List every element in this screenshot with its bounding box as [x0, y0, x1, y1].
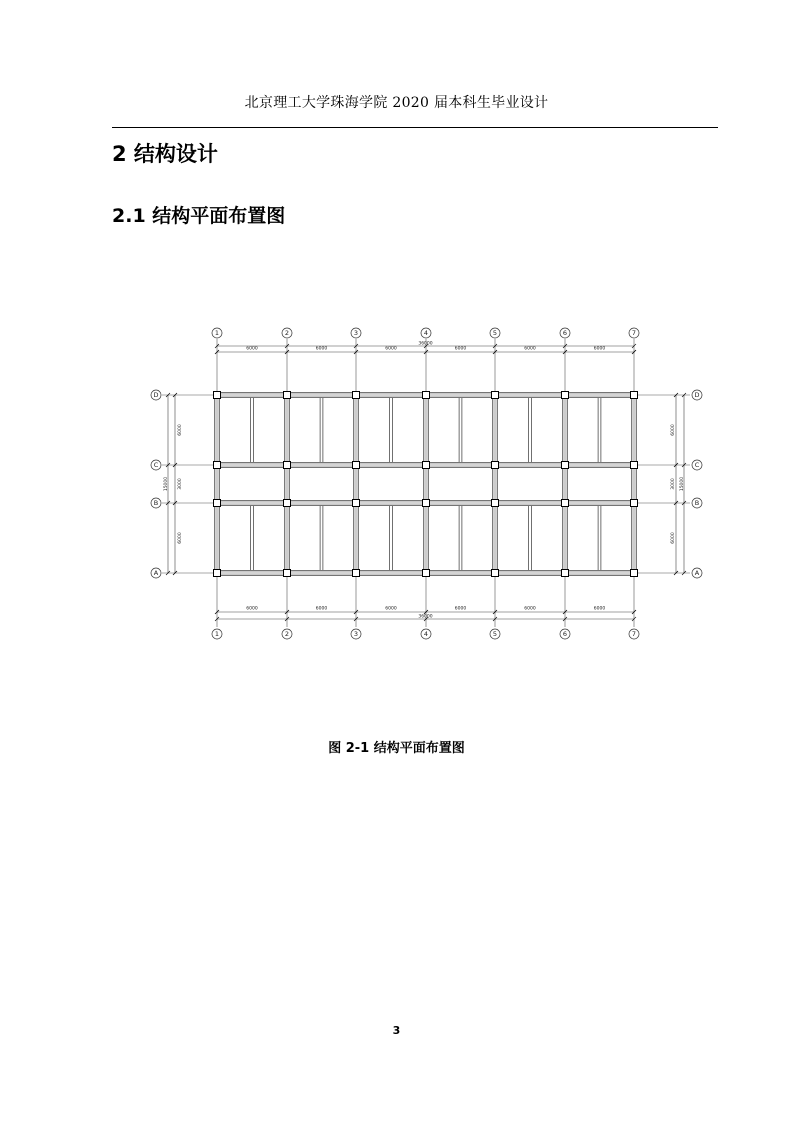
bottom-bay-label: 6000 — [593, 606, 606, 612]
axis-bubble-bottom-3-label: 3 — [353, 630, 359, 639]
axis-bubble-top-4-label: 4 — [423, 329, 429, 338]
column-3C — [353, 462, 360, 469]
top-bay-label: 6000 — [454, 346, 467, 352]
column-3B — [353, 500, 360, 507]
columns — [214, 392, 638, 577]
left-span-label: 3000 — [178, 478, 183, 490]
figure-caption: 图 2-1 结构平面布置图 — [328, 741, 465, 756]
column-2C — [284, 462, 291, 469]
bottom-bay-label: 6000 — [315, 606, 328, 612]
column-7D — [631, 392, 638, 399]
bottom-bay-label: 6000 — [246, 606, 258, 612]
axis-bubble-bottom-7-label: 7 — [631, 630, 637, 639]
left-span-label: 6000 — [178, 532, 183, 544]
axis-bubble-right-B-label: B — [694, 499, 700, 508]
beams — [215, 393, 636, 575]
left-total-label: 15000 — [164, 476, 169, 492]
page-number: 3 — [392, 1024, 401, 1037]
axis-bubble-bottom-2-label: 2 — [284, 630, 290, 639]
right-span-label: 6000 — [671, 424, 676, 436]
column-2D — [284, 392, 291, 399]
bottom-total-label: 36000 — [418, 614, 433, 620]
column-2A — [284, 570, 291, 577]
column-4B — [423, 500, 430, 507]
column-6A — [562, 570, 569, 577]
column-1A — [214, 570, 221, 577]
axis-bubble-left-A-label: A — [153, 569, 159, 578]
axis-bubble-top-5-label: 5 — [492, 329, 498, 338]
column-1B — [214, 500, 221, 507]
structural-floor-plan — [140, 322, 720, 652]
axis-bubble-top-6-label: 6 — [562, 329, 568, 338]
axis-bubble-top-1-label: 1 — [214, 329, 220, 338]
bottom-bay-label: 6000 — [524, 606, 536, 612]
column-4D — [423, 392, 430, 399]
right-total-label: 15000 — [680, 476, 685, 492]
axis-bubble-right-A-label: A — [694, 569, 700, 578]
subsection-heading: 2.1 结构平面布置图 — [112, 205, 286, 227]
axis-bubble-right-D-label: D — [694, 391, 700, 400]
column-7C — [631, 462, 638, 469]
axis-bubble-left-C-label: C — [153, 461, 159, 470]
axis-bubble-right-C-label: C — [694, 461, 700, 470]
top-total-label: 36000 — [418, 341, 433, 347]
column-7A — [631, 570, 638, 577]
axis-bubble-bottom-1-label: 1 — [214, 630, 220, 639]
right-span-label: 6000 — [671, 532, 676, 544]
dimension-lines — [163, 341, 686, 622]
running-header: 北京理工大学珠海学院 2020 届本科生毕业设计 — [244, 95, 549, 111]
column-6D — [562, 392, 569, 399]
axis-grid-lines — [162, 339, 690, 627]
column-5B — [492, 500, 499, 507]
column-7B — [631, 500, 638, 507]
column-3A — [353, 570, 360, 577]
header-rule — [112, 127, 718, 128]
top-bay-label: 6000 — [524, 346, 536, 352]
top-bay-label: 6000 — [593, 346, 606, 352]
top-bay-label: 6000 — [246, 346, 258, 352]
axis-bubble-top-2-label: 2 — [284, 329, 290, 338]
axis-bubble-top-7-label: 7 — [631, 329, 637, 338]
column-5A — [492, 570, 499, 577]
column-4A — [423, 570, 430, 577]
axis-bubble-bottom-6-label: 6 — [562, 630, 568, 639]
axis-bubbles — [151, 328, 702, 639]
axis-bubble-bottom-5-label: 5 — [492, 630, 498, 639]
top-bay-label: 6000 — [315, 346, 328, 352]
column-1C — [214, 462, 221, 469]
left-span-label: 6000 — [178, 424, 183, 436]
bottom-bay-label: 6000 — [385, 606, 397, 612]
column-2B — [284, 500, 291, 507]
top-bay-label: 6000 — [385, 346, 397, 352]
axis-bubble-left-B-label: B — [153, 499, 159, 508]
column-5D — [492, 392, 499, 399]
column-6C — [562, 462, 569, 469]
axis-bubble-left-D-label: D — [153, 391, 159, 400]
axis-bubble-top-3-label: 3 — [353, 329, 359, 338]
column-6B — [562, 500, 569, 507]
column-3D — [353, 392, 360, 399]
bottom-bay-label: 6000 — [454, 606, 467, 612]
column-5C — [492, 462, 499, 469]
right-span-label: 3000 — [671, 478, 676, 490]
axis-bubble-bottom-4-label: 4 — [423, 630, 429, 639]
section-heading: 2 结构设计 — [112, 142, 218, 166]
column-4C — [423, 462, 430, 469]
column-1D — [214, 392, 221, 399]
